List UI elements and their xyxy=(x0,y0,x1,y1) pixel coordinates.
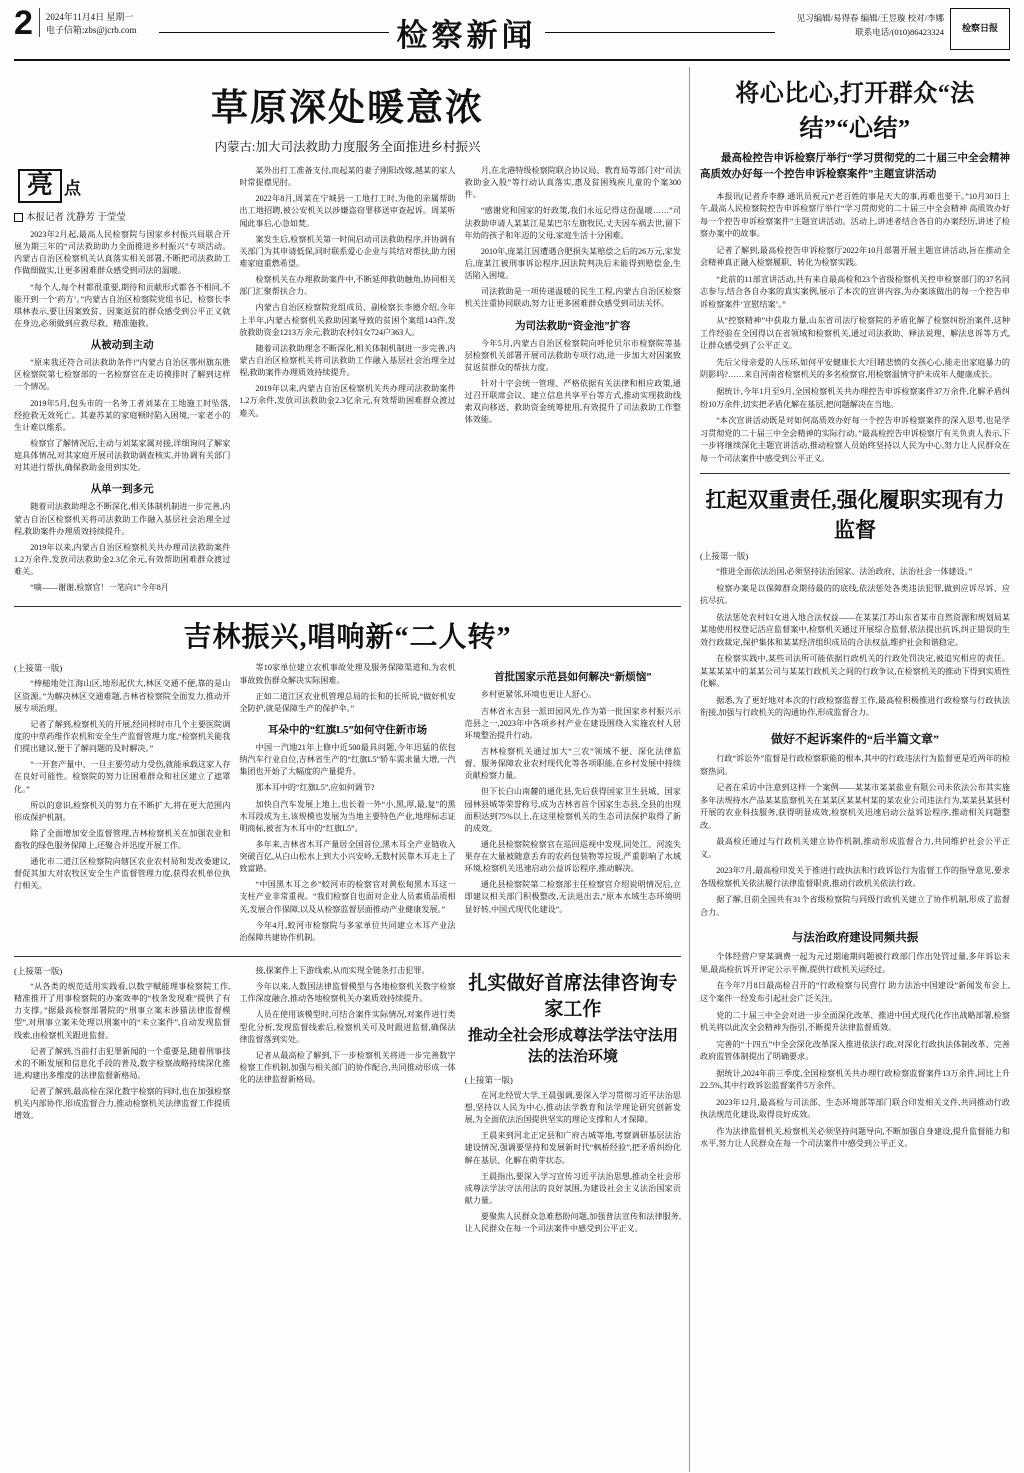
right-para: 个体经营户穿某调费一起为元过期逾期问题被行政部门作出处罚过量,多年诉讼未果,最高检抗诉开评定公示平衡,提供行政机关运经过。 xyxy=(700,952,1010,974)
page-number: 2 xyxy=(14,4,33,42)
lead-section-2-title: 从单一到多元 xyxy=(90,484,154,496)
jilin-columns xyxy=(14,662,681,948)
right-section xyxy=(690,67,1010,1472)
jilin-para: 今年4月,蛟河市检察院与多家单位共同建立木耳产业法治保障共建协作机制。 xyxy=(239,920,456,942)
consult-para: 要聚焦人民群众急难愁盼问题,加强普法宣传和法律服务,让人民群众在每一个司法案件中感受到公平正义。 xyxy=(464,1212,681,1234)
jilin-para: 加快自汽车发展上地上,也长着一外“小,黑,厚,最,复”的黑木耳段成为主,该规模也发展为当地主要特色产业,地理标志证明商标,被省为木耳中的“红旗L5”。 xyxy=(239,799,456,833)
lead-para: “嘀——谢谢,检察官！一笔向1”今年8月 xyxy=(30,583,169,593)
right-para: 依法惩处农村妇女进入地合法权益——在某某江苏山东省某市自然资源和规划局某某地使用权登记活应监督案中,检察机关通过开展综合监督,依法提出抗诉,纠正错误的生效行政裁定,保护集体和某某经济组织成员的合法权益,维护社会和谐稳定。 xyxy=(700,612,1010,647)
right-para: 2023年12月,最高检与司法部、生态环境部等部门联合印发相关文件,共同推动行政执法规范化建设,取得良好成效。 xyxy=(700,1097,1010,1120)
right-para: 先后父母亲爱的人压环,如何平安健康长大?目睹悲愤的女孩心心,能走出家庭暴力的阴影吗?……来自河南省检察机关的多名检察官,用检察温情守护未成年人健康成长。 xyxy=(700,357,1010,380)
consult-para: 接,探案件上下游线索,从而实现全链条打击犯罪。 xyxy=(255,966,430,976)
jilin-para: 等10家单位建立农机事故处理及服务保障渠道和,为农机事故致伤群众解决实际困难。 xyxy=(239,663,456,685)
lead-para: 2019年5月,包头市的一名务工者刘某在工地施工时坠落,经抢救无效死亡。其妻苏某的家庭顿时陷入困境,一家老小的生计难以维系。 xyxy=(14,398,231,432)
right-para: 据统计,2024年前三季度,全国检察机关共办理行政检察监督案件13万余件,同比上升22.5%,其中行政诉讼监督案件5万余件。 xyxy=(700,1068,1010,1091)
publication-email: 电子信箱:zbs@jcrb.com xyxy=(45,25,137,36)
consult-para: 王晨来到河北正定县和广府古城等地,考察调研基层法治建设情况,强调要坚持和发展新时代“枫桥经验”,把矛盾纠纷化解在基层、化解在萌芽状态。 xyxy=(464,1131,681,1165)
lead-para: 2019年以来,内蒙古自治区检察机关共办理司法救助案件1.2万余件,发放司法救助金2.3亿余元,有效帮助困难群众渡过难关。 xyxy=(239,384,456,418)
lead-para: 内蒙古自治区检察院党组成员、副检察长李德介绍,今年上半年,内蒙古检察机关救助因案导致的贫困个案组143件,发放救助资金1213万余元,救助农村妇女724户363人。 xyxy=(239,303,456,337)
jilin-subhead-1: 耳朵中的“红旗L5”如何守住新市场 xyxy=(267,724,428,736)
right-para: “此前的11部宣讲活动,共有来自最高检和23个省级检察机关控申检察部门的37名同志参与,结合各自办案的真实案例,展示了本次的宣讲内容,为办案该做出的每一个控告申诉检察案件‘宣慰结案’。” xyxy=(700,274,1010,309)
right-para: 作为法律监督机关,检察机关必须坚持问题导向,不断加强自身建设,提升监督能力和水平,努力让人民群众在每一个司法案件中感受到公平正义。 xyxy=(700,1126,1010,1149)
right-para: 记者在采访中注意到这样一个案例——某某市某某盐业有限公司未依法公布其实施多年法规持水产品某某监察机关在某某区某某村某的某农业公司违法行为,某某县某县村开展的农业科技服务,获得明显成效,检察机关迅速启动公益诉讼程序,推动相关问题整改。 xyxy=(700,783,1010,830)
right-para: 记者了解到,最高检控告申诉检察厅2022年10月部署开展主题宣讲活动,旨在推动全会精神真正融入检察履职、转化为检察实践。 xyxy=(700,245,1010,268)
right-subhead-2: 与法治政府建设同频共振 xyxy=(791,932,919,945)
right-para: 最高检还通过与行政机关建立协作机制,推动形成监督合力,共同维护社会公平正义。 xyxy=(700,837,1010,859)
lead-para: “原来我还符合司法救助条件!”内蒙古自治区鄂州旗东胜区检察院第七检察部的一名检察官在走访摸排时了解到这样一个情况。 xyxy=(14,358,231,392)
jilin-para: 通化县检察院第二检察部主任检察官介绍说明情况后,立即建议相关部门积极整改,无法退出去,“原本水域生态环境明显好转,中国式现代化建设”。 xyxy=(464,880,681,914)
jilin-para: 吉林省永吉县一派田园风光,作为第一批国家乡村振兴示范县之一,2023年中各项乡村产业在建设围绕入实施农村人居环境整治提升行动。 xyxy=(464,706,681,740)
byline-square-icon xyxy=(14,213,23,222)
lead-para: 2019年以来,内蒙古自治区检察机关共办理司法救助案件1.2万余件,发放司法救助金2.3亿余元,有效帮助困难群众渡过难关。 xyxy=(14,542,231,577)
lead-para: 某外出打工准备支付,而起某的妻子刚阳改嫁,越某的家人时常捉襟见肘。 xyxy=(239,166,456,188)
jilin-para: 中国一汽地21年上修中近500最具问题,今年迅猛的依包纳汽车行业自位,吉林省生产的“红旗L5”轿车需求量大增,一汽集团也开始了大幅度的产量提升。 xyxy=(239,742,456,777)
right-para: 据统计,今年1月至9月,全国检察机关共办理控告申诉检察案件37万余件,化解矛盾纠纷10万余件,切实把矛盾化解在基层,把问题解决在当地。 xyxy=(700,386,1010,409)
right-para: 完善的“十四五”中全会深化改革深入推进依法行政,对深化行政执法体制改革、完善政府监管体制提出了明确要求。 xyxy=(700,1039,1010,1062)
consult-para: 记者从最高检了解到,下一步检察机关将进一步完善数字检察工作机制,加强与相关部门的协作配合,共同推动形成一体化的法律监督新格局。 xyxy=(239,1050,456,1085)
divider xyxy=(14,956,681,957)
lead-columns xyxy=(14,165,681,598)
lead-para: 2022年8月,周某在宁城县一工地打工时,为他的亲属帮助出工地招聘,被公安机关以涉嫌盗窃罪移送审查起诉。周某听闻此事后,心急如焚。 xyxy=(239,194,456,228)
masthead-title: 检察新闻 xyxy=(396,18,537,53)
newspaper-logo: 检察日报 xyxy=(950,8,1010,50)
publication-date: 2024年11月4日 星期一 xyxy=(45,12,134,22)
consult-para: 人员在使用该模型时,可结合案件实际情况,对案件进行类型化分析,发现监督线索后,检察机关可及时跟进监督,确保法律监督落到实处。 xyxy=(239,1010,456,1044)
jilin-headline: 吉林振兴,唱响新“二人转” xyxy=(183,622,512,654)
right-lead: 最高检控告申诉检察厅举行“学习贯彻党的二十届三中全会精神 高质效办好每一个控告申诉检察案件”主题宣讲活动 xyxy=(700,153,1010,181)
consult-column-1 xyxy=(14,965,230,1239)
lead-para: 检察机关在办理救助案件中,不断延伸救助触角,协同相关部门汇聚帮扶合力。 xyxy=(239,275,456,297)
right-para: 据了解,目前全国共有31个省级检察院与同级行政机关建立了协作机制,形成了监督合力。 xyxy=(700,895,1010,917)
page-body xyxy=(14,67,1010,1472)
right-para: 在今年7月8日最高检召开的“行政检察与民营行 助力法治中国建设”新闻发布会上,这个案件一经发布引起社会广泛关注。 xyxy=(700,981,1010,1003)
jilin-para: 那本耳中的“红旗L5”,应如何调节? xyxy=(255,783,375,793)
lead-para: 今年5月,内蒙古自治区检察院向呼伦贝尔市检察院等基层检察机关部署开展司法救助专项行动,进一步加大对因案致贫返贫群众的帮扶力度。 xyxy=(464,338,681,372)
jilin-column-1 xyxy=(14,662,230,948)
lead-byline xyxy=(14,209,230,223)
jilin-column-3 xyxy=(465,662,681,948)
jilin-para: 除了全面增加安全监督管理,吉林检察机关在加强农业和畜牧的绿色服务保障上,还聚合并迅度开展工作。 xyxy=(14,828,231,851)
lead-para: 2010年,庞某江因遭遇合肥损失某赔偿之后的26万元,家发后,庞某江被刑事诉讼程序,因法院判决后未能得到赔偿金,生活陷入困境。 xyxy=(464,246,681,281)
credits-line-2: 联系电话/(010)86423324 xyxy=(855,26,944,37)
jilin-para: 记者了解到,检察机关的开展,经同样时市几个主要医院调度的中草药维作农机和安全生产监督管理力度,“检察机关能我们提出建议,便于了解问题的及时解决。” xyxy=(14,719,231,754)
consult-continued-note: (上接第一版) xyxy=(464,1074,513,1085)
consult-para: “从各类的规范适用实践看,以数字赋能理事检察院工作,精准推开了用事检察院的办案效率的“枝条发现难”提供了有力支撑。”据最高检察部署院的“刑事立案未涉猫法律监督模型”,对刑事立案未处理以刑案中的“未立案件”,自动发现监督线索,由检察机关跟进监督。 xyxy=(14,982,231,1040)
lead-column-2 xyxy=(239,165,455,598)
right-continued-note: (上接第一版) xyxy=(700,551,749,562)
masthead-date-block xyxy=(39,8,137,37)
jilin-para: 多年来,吉林省木耳产量居全国首位,黑木耳全产业链收入突破百亿,从白山松水上到大小兴安岭,无数村民靠木耳走上了致富路。 xyxy=(239,839,456,874)
jilin-para: 所以的意识,检察机关的努力在不断扩大,将在更大范围内形成保护机制。 xyxy=(14,800,231,822)
consult-headline-1: 扎实做好首席法律咨询专家工作 xyxy=(468,973,678,1020)
jilin-para: “一开套产量中、一旦主要劳动力受伤,就能承载这家人存在良好可能性。检察院的努力让困难群众和社区建立了遮罩化。” xyxy=(14,760,231,794)
lead-para: 案发生后,检察机关第一时间启动司法救助程序,并协调有关部门为其申请低保,同时联系爱心企业与其结对帮扶,助力困难家庭重燃希望。 xyxy=(239,234,456,268)
left-section xyxy=(14,67,690,1472)
lead-para: 司法救助是一项传递温暖的民生工程,内蒙古自治区检察机关注重协同联动,努力让更多困难群众感受到司法关怀。 xyxy=(464,287,681,309)
jilin-para: “棒槌地处江海山区,地形起伏大,林区交通不便,靠的是山区资源。”为解决林区交通难题,吉林省检察院全面发力,推动开展专项治理。 xyxy=(14,679,231,713)
divider xyxy=(14,606,681,607)
consult-column-3 xyxy=(465,965,681,1239)
consult-continued-note-left: (上接第一版) xyxy=(14,966,63,977)
lead-section-1-title: 从被动到主动 xyxy=(90,340,154,352)
right-para: “推进全面依法治国,必须坚持法治国家、法治政府、法治社会一体建设。” xyxy=(716,567,973,577)
consult-para: 记者了解到,最高检在深化数字检察的同时,也在加强检察机关内部协作,形成监督合力,推动检察机关法律监督工作提质增效。 xyxy=(14,1087,231,1121)
lead-para: 随着司法救助理念不断深化,相关体制机制进一步完善,内蒙古自治区检察机关将司法救助工作融入基层社会治理全过程,救助案件办理质效持续提升。 xyxy=(14,502,231,536)
lead-column-3 xyxy=(465,165,681,598)
liangdian-badge xyxy=(18,169,230,203)
right-para: “本次宣讲活动既是对如何高质效办好每一个控告申诉检察案件的深入思考,也是学习贯彻党的二十届三中全会精神的实际行动。”最高检控告申诉检察厅有关负责人表示,下一步将继续深化主题宣讲活动,推动检察人员始终坚持以人民为中心,努力让人民群众在每一个司法案件中感受到公平正义。 xyxy=(700,416,1010,463)
consult-para: 今年以来,人数国法律监督模型与各地检察机关数字检察工作深度融合,推动各地检察机关办案质效持续提升。 xyxy=(239,982,456,1004)
lead-para: 月,在北港特级检察院联合协议局、教育局等部门对“司法救助金入股”等行动认真落实,惠及贫困残疾儿童的个案300件。 xyxy=(464,166,681,200)
byline-text: 本报记者 沈静芳 于莹莹 xyxy=(26,213,126,223)
lead-headline: 草原深处暖意浓 xyxy=(211,88,484,129)
jilin-para: “中国黑木耳之乡”蛟河市的检察官对黄松甸黑木耳这一支柱产业非常重视。“我们检察自也面对企业人员素质品质相关,发展合作保障,以及从检察监督层面推动产业健康发展。” xyxy=(239,880,456,914)
jilin-para: 通化县检察院检察官在巡回巡视中发现,同处江、河流失果存在大量被随意丢弃的农药包装物等垃圾,严重影响了水域环境,检察机关迅速启动公益诉讼程序,推动解决。 xyxy=(464,839,681,874)
lead-para: “每个人,每个村都很重要,期待和贡献形式都各不相同,不能开到一个‘药方’。”内蒙古自治区检察院党组书记、检察长李琪林表示,要让因案致贫、因案返贫的群众感受到公平正义就在身边,必须做到应救尽救、精准施救。 xyxy=(14,282,231,328)
lead-section-3-title: 为司法救助“资金池”扩容 xyxy=(515,320,631,332)
jilin-para: 吉林检察机关通过加大“三农”领域不便、深化法律监督、服务保障农业农村现代化等各项职能,在乡村发展中持续贡献检察力量。 xyxy=(464,746,681,781)
masthead xyxy=(14,4,1010,61)
right-para: 据悉,为了更好地对本次的行政检察监督工作,最高检积极推进行政检察与行政执法衔接,加强与行政机关的沟通协作,形成监督合力。 xyxy=(700,695,1010,718)
right-para: 在检察实践中,某些司法所可能依据行政机关的行政处罚决定,被追究相应的责任。某某某某中的某某公司与某某行政机关之间的行政争议,在检察机关的推动下得到实质性化解。 xyxy=(700,654,1010,689)
divider xyxy=(700,473,1010,474)
right-byline: 本报讯(记者乔李静 通讯员祝元)“老百姓的事是天大的事,再难也要干。”10月30日上午,最高人民检察院控告申诉检察厅举行“学习贯彻党的二十届三中全会精神 高质效办好每一个控告申诉检察案件”主题宣讲活动。活动上,讲述者结合各自的办案经历,讲述了检察办案中的故事。 xyxy=(700,191,1010,239)
right-para: 党的二十届三中全会对进一步全面深化改革、推进中国式现代化作出战略部署,检察机关将以此次全会精神为指引,不断提升法律监督质效。 xyxy=(700,1010,1010,1033)
lead-para: “感谢党和国家的好政策,我们永远记得这份温暖……”司法救助申请人某某江是某巴尔左旗牧民,丈夫因车祸去世,留下年幼的孩子和年迈的父母,家庭生活十分困难。 xyxy=(464,206,681,240)
jilin-para: 但下长白山南麓的通化县,先后获得国家卫生县城、国家园林县城等荣誉称号,成为吉林省首个国家生态县,全县的出现面积达到75%以上,在这里检察机关的生态司法保护取得了新的成效。 xyxy=(464,787,681,833)
masthead-rule-right xyxy=(545,32,775,33)
liangdian-small: 点 xyxy=(64,178,82,198)
consult-columns xyxy=(14,965,681,1239)
lead-para: 针对十字会统一管理、严格依据有关法律和相应政策,通过召开联席会议、建立信息共享平台等方式,推动实现救助线索双向移送、救助资金统筹使用,有效提升了司法救助工作整体效能。 xyxy=(464,378,681,425)
masthead-rule-left xyxy=(159,32,389,33)
right-para: 检察办案是以保障群众期待最的的底线,依法惩处各类违法犯罪,做到应诉尽诉、应抗尽抗。 xyxy=(700,583,1010,606)
lead-column-1 xyxy=(14,165,230,598)
lead-para: 检察官了解情况后,主动与刘某家属对接,详细询问了解家庭具体情况,对其家庭开展司法救助调查核实,并协调有关部门对其进行帮扶,确保救助金用到实处。 xyxy=(14,438,231,473)
jilin-subhead-2: 首批国家示范县如何解决“新烦恼” xyxy=(494,672,652,684)
jilin-column-2 xyxy=(239,662,455,948)
masthead-credits xyxy=(797,8,950,39)
lead-para: 随着司法救助理念不断深化,相关体制机制进一步完善,内蒙古自治区检察机关将司法救助工作融入基层社会治理全过程,救助案件办理质效持续提升。 xyxy=(239,343,456,378)
credits-line-1: 见习编辑/易得春 编辑/王昱璇 校对/李娜 xyxy=(796,13,944,23)
consult-para: 在河北经贸大学,王晨强调,要深入学习贯彻习近平法治思想,坚持以人民为中心,推动法学教育和法学理论研究创新发展,为全面依法治国提供坚实的理论支撑和人才保障。 xyxy=(464,1090,681,1125)
right-para: 行政“诉讼外”监督是行政检察职能的根本,其中的行政违法行为监督更是近两年的检察热词。 xyxy=(700,754,1010,776)
right-headline-1: 将心比心,打开群众“法结”“心结” xyxy=(735,81,975,142)
consult-para: 记者了解到,当前打击犯罪新闻的一个重要是,随着刑事技术的不断发展和信息化手段的普及,数字检察战略持续深化推进,构建出多维度的法律监督新格局。 xyxy=(14,1046,231,1081)
consult-para: 王晨指出,要深入学习宣传习近平法治思想,推动全社会形成尊法学法守法用法的良好氛围,为建设社会主义法治国家贡献力量。 xyxy=(464,1171,681,1205)
jilin-para: 正如二道江区农业机管理总局的长和的长所说,“做好机安全防护,就是保障生产的保护伞。” xyxy=(239,691,456,713)
right-subhead-1: 做好不起诉案件的“后半篇文章” xyxy=(770,732,939,746)
lead-subhead: 内蒙古:加大司法救助力度服务全面推进乡村振兴 xyxy=(214,140,481,154)
lead-para: 2023年2月起,最高人民检察院与国家乡村振兴局联合开展为期三年的“司法救助助力全面推进乡村振兴”专项活动。内蒙古自治区检察机关认真落实相关部署,不断把司法救助工作做细做实,让更多困难群众感受到司法的温暖。 xyxy=(14,230,231,276)
jilin-para: 通化市二道江区检察院向辖区农业农村局和发改委建议,督促其加大对农牧区安全生产监督管理力度,获得农机单位执行相关。 xyxy=(14,857,231,891)
right-para: 2023年7月,最高检印发关于推进行政执法和行政诉讼行为监督工作的指导意见,要求各级检察机关依法履行法律监督职责,推动行政机关依法行政。 xyxy=(700,866,1010,888)
right-headline-2: 扛起双重责任,强化履职实现有力监督 xyxy=(705,488,1005,543)
consult-column-2 xyxy=(239,965,455,1239)
jilin-para: 乡村更紧邻,环境也更让人舒心。 xyxy=(480,690,597,700)
consult-headline-2: 推动全社会形成尊法学法守法用法的法治环境 xyxy=(467,1028,678,1065)
masthead-center xyxy=(136,8,796,55)
right-para: 从“控察精神”中获取力量,山东省司法厅检察院的矛盾化解了检察纠纷治案件,这种工作经验在全国得以在省领域和检察机关,通过司法救助、释法说理、解法息诉等方式,让群众感受到了公平正义。 xyxy=(700,316,1010,351)
jilin-continued-note: (上接第一版) xyxy=(14,663,63,674)
liangdian-big: 亮 xyxy=(18,169,62,203)
